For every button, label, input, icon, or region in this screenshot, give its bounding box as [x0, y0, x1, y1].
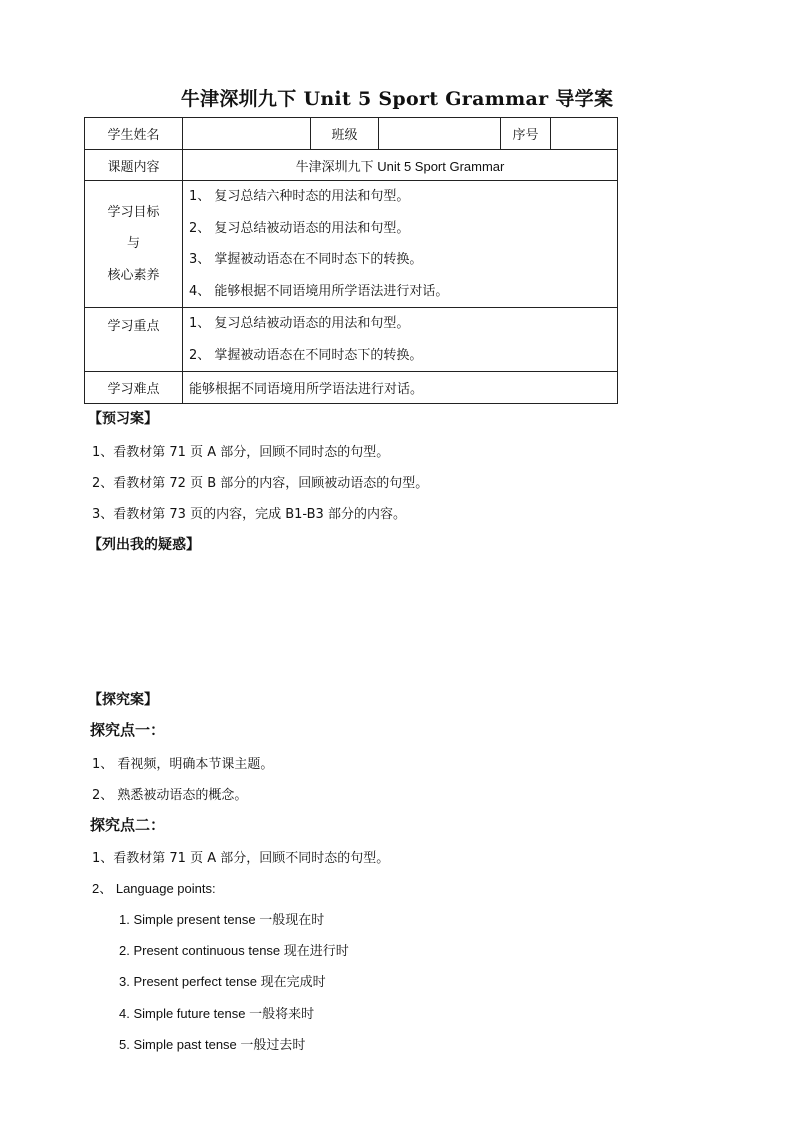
doubts-heading: 【列出我的疑惑】 [88, 537, 200, 553]
objectives-label-line: 学习目标 [107, 204, 160, 220]
objective-item: 4、 能够根据不同语境用所学语法进行对话。 [189, 283, 449, 299]
explore-point2-title: 探究点二： [90, 816, 166, 834]
explore-point1-item: 2、 熟悉被动语态的概念。 [92, 788, 248, 803]
student-name-label: 学生姓名 [85, 118, 183, 150]
key-point-item: 2、 掌握被动语态在不同时态下的转换。 [189, 347, 423, 363]
difficulties-value: 能够根据不同语境用所学语法进行对话。 [183, 372, 618, 404]
student-name-value[interactable] [183, 118, 311, 150]
preview-item: 3、看教材第 73 页的内容，完成 B1-B3 部分的内容。 [92, 507, 406, 522]
explore-point2-item: 1、看教材第 71 页 A 部分，回顾不同时态的句型。 [92, 851, 390, 866]
tense-item: 3. Present perfect tense 现在完成时 [119, 974, 326, 989]
row-topic [85, 150, 618, 181]
tense-item: 4. Simple future tense 一般将来时 [119, 1006, 315, 1021]
objective-item: 3、 掌握被动语态在不同时态下的转换。 [189, 252, 423, 267]
preview-item: 1、看教材第 71 页 A 部分，回顾不同时态的句型。 [92, 445, 390, 460]
key-points-content [183, 308, 618, 372]
preview-heading: 【预习案】 [88, 411, 158, 427]
preview-item: 2、看教材第 72 页 B 部分的内容，回顾被动语态的句型。 [92, 476, 429, 491]
class-label: 班级 [311, 118, 379, 150]
difficulties-label: 学习难点 [85, 372, 183, 404]
objective-item: 1、 复习总结六种时态的用法和句型。 [189, 189, 410, 204]
info-table [84, 117, 618, 404]
topic-label: 课题内容 [85, 150, 183, 181]
objectives-content [183, 181, 618, 308]
explore-heading: 【探究案】 [88, 692, 158, 708]
key-points-label: 学习重点 [85, 308, 183, 372]
objectives-label [85, 181, 183, 308]
row-objectives [85, 181, 618, 308]
seat-label: 序号 [501, 118, 551, 150]
explore-point2-item: 2、 Language points: [92, 881, 216, 896]
topic-value: 牛津深圳九下 Unit 5 Sport Grammar [183, 150, 618, 181]
row-student-info [85, 118, 618, 150]
page-title: 牛津深圳九下 Unit 5 Sport Grammar 导学案 [180, 88, 614, 110]
objectives-label-line: 与 [126, 236, 140, 252]
tense-item: 2. Present continuous tense 现在进行时 [119, 943, 349, 958]
explore-point1-title: 探究点一： [90, 721, 166, 739]
seat-value[interactable] [551, 118, 618, 150]
explore-point1-item: 1、 看视频，明确本节课主题。 [92, 757, 274, 772]
key-point-item: 1、 复习总结被动语态的用法和句型。 [189, 316, 410, 331]
tense-item: 5. Simple past tense 一般过去时 [119, 1037, 306, 1052]
row-key-points [85, 308, 618, 372]
tense-item: 1. Simple present tense 一般现在时 [119, 912, 325, 927]
objective-item: 2、 复习总结被动语态的用法和句型。 [189, 220, 410, 236]
class-value[interactable] [379, 118, 501, 150]
objectives-label-line: 核心素养 [107, 267, 160, 283]
row-difficulties [85, 372, 618, 404]
